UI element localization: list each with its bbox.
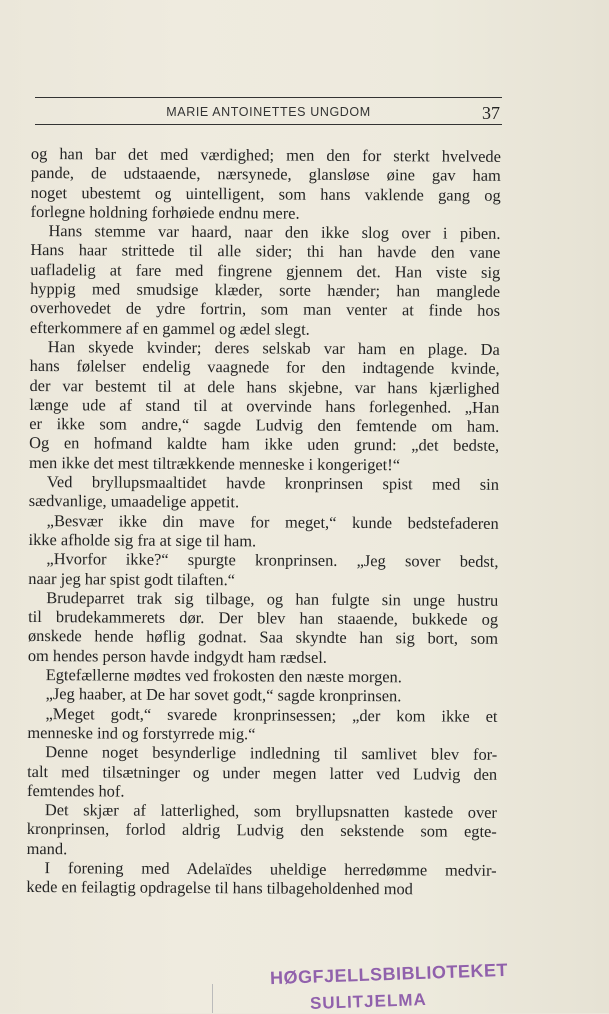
text-line: menneske ind og forstyrrede mig.“	[27, 722, 256, 744]
header-rule-top	[35, 97, 502, 98]
text-line: I forening med Adelaïdes uheldige herredømme medvir-	[44, 858, 497, 880]
text-line: Og en hofmand kaldte ham ikke uden grund: „det bedste,	[29, 433, 500, 456]
text-line: ønskede hende høflig godnat. Saa skyndte han sig bort, som	[27, 626, 499, 649]
text-line: Han skyede kvinder; deres selskab var ham en plage. Da	[47, 337, 500, 359]
text-line: Ved bryllupsmaaltidet havde kronprinsen spist med sin	[46, 472, 499, 494]
text-line: og han bar det med værdighed; men den for sterkt hvelvede	[30, 144, 501, 166]
text-line: femtendes hof.	[26, 780, 125, 801]
text-line: er ikke som andre,“ sagde Ludvig den femtende om ham.	[29, 414, 500, 437]
text-line: længe ude af stand til at overvinde hans forlegenhed. „Han	[29, 394, 500, 417]
text-line: efterkommere af en gammel og ædel slegt.	[29, 317, 310, 339]
text-line: men ikke det mest tiltrækkende menneske i kongeriget!“	[28, 452, 401, 475]
text-line: „Besvær ikke din mave for meget,“ kunde bedstefaderen	[46, 510, 499, 533]
library-stamp	[262, 958, 522, 1013]
text-line: Det skjær af latterlighed, som bryllupsnatten kastede over	[44, 800, 497, 822]
text-line: ikke afholde sig fra at sige til ham.	[28, 529, 257, 551]
text-line: forlegne holdning forhøiede endnu mere.	[30, 201, 300, 223]
text-line: Egtefællerne mødtes ved frokosten den næste morgen.	[45, 665, 402, 687]
text-line: Hans stemme var haard, naar den ikke slog over i piben.	[48, 221, 501, 244]
header-rule-bottom	[35, 124, 502, 125]
text-line: sædvanlige, umaadelige appetit.	[28, 491, 240, 512]
text-line: uafladelig at fare med fingrene gjennem det. Han viste sig	[30, 259, 501, 282]
text-line: „Meget godt,“ svarede kronprinsessen; „der kom ikke et	[45, 703, 498, 726]
text-line: Brudeparret trak sig tilbage, og han fulgte sin unge hustru	[46, 587, 499, 610]
text-line: Denne noget besynderlige indledning til samlivet blev for-	[45, 742, 498, 765]
text-line: talt med tilsætninger og under megen latter ved Ludvig den	[27, 761, 498, 784]
page-header	[35, 103, 502, 125]
text-line: kronprinsen, forlod aldrig Ludvig den sekstende som egte-	[26, 819, 497, 842]
text-line: pande, de udstaaende, nærsynede, glansløse øine gav ham	[30, 163, 501, 186]
text-line: „Jeg haaber, at De har sovet godt,“ sagde kronprinsen.	[45, 684, 402, 706]
text-line: kede en feilagtig opdragelse til hans tilbageholdenhed mod	[26, 877, 413, 899]
text-line: „Hvorfor ikke?“ spurgte kronprinsen. „Jeg sover bedst,	[46, 549, 499, 572]
text-line: overhovedet de ydre fortrin, som man venter at finde hos	[29, 298, 501, 321]
stamp-line-2: SULITJELMA	[309, 989, 428, 1014]
text-line: mand.	[26, 838, 68, 858]
text-line: hans følelser endelig vaagnede for den indtagende kvinde,	[29, 356, 500, 379]
page-number: 37	[482, 103, 500, 123]
stamp-line-1: HØGFJELLSBIBLIOTEKET	[269, 959, 509, 989]
text-line: der var bestemt til at dele hans skjebne, var hans kjærlighed	[29, 375, 500, 398]
text-line: noget ubestemt og uintelligent, som hans vaklende gang og	[30, 182, 501, 205]
page-crease	[212, 984, 213, 1013]
text-line: om hendes person havde indgydt ham rædsel.	[27, 645, 328, 667]
text-line: til brudekammerets dør. Der blev han staaende, bukkede og	[28, 607, 499, 629]
body-text	[26, 144, 501, 899]
running-head: MARIE ANTOINETTES UNGDOM	[166, 105, 371, 119]
text-line: Hans haar strittede til alle sider; thi han havde den vane	[30, 240, 501, 263]
text-line: naar jeg har spist godt tilaften.“	[28, 568, 236, 589]
text-line: hyppig med smudsige klæder, sorte hænder; han manglede	[30, 279, 501, 301]
